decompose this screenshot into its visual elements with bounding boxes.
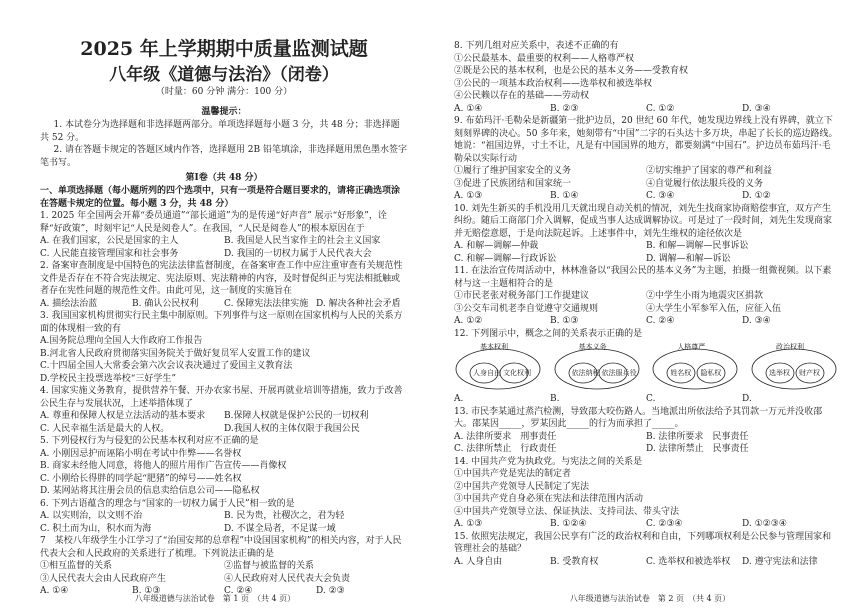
option-list bbox=[40, 235, 408, 260]
answer-choice: D. ③④ bbox=[742, 316, 771, 326]
diagram-outer-label: 人格尊严 bbox=[677, 343, 706, 351]
exam-subtitle: 八年级《道德与法治》（闭卷） bbox=[109, 65, 339, 85]
question bbox=[40, 498, 408, 536]
option-item: C. 选举权和被选举权 bbox=[646, 556, 731, 567]
question bbox=[454, 328, 838, 406]
footer-left: 八年级道德与法治试卷 第 1 页 （共 4 页） bbox=[134, 594, 296, 603]
option-item: ④公民赖以存在的基础——劳动权 bbox=[454, 91, 590, 101]
option-item: B.河北省人民政府贯彻落实国务院关于做好复员军人安置工作的建议 bbox=[40, 348, 311, 359]
option-item: ①公民最基本、最重要的权利——人格尊严权 bbox=[454, 53, 635, 64]
option-item: D. 遵守宪法和法律 bbox=[742, 556, 818, 567]
answer-choice: A. ①③ bbox=[454, 519, 483, 529]
option-item: A.国务院总理向全国人大作政府工作报告 bbox=[40, 336, 203, 346]
answer-choice: B. ②③ bbox=[550, 103, 579, 114]
answer-choice: D. ②③ bbox=[316, 586, 345, 596]
answer-choice: A. ①③ bbox=[454, 191, 483, 201]
question-stem: 7 某校八年级学生小江学习了“治国安邦的总章程”中设国国家机构”的相关内容，对于人民代表大会和人民政府的关系进行了梳理。下列说法正确的是 bbox=[40, 536, 402, 559]
option-item: D. 某网站将其注册会员的信息卖给信息公司——隐私权 bbox=[40, 486, 260, 496]
option-item: ①中国共产党是宪法的制定者 bbox=[454, 469, 572, 479]
question bbox=[454, 456, 838, 531]
option-item: C. 和解—调解—行政诉讼 bbox=[454, 253, 557, 264]
option-item: ②切实维护了国家的尊严和利益 bbox=[646, 166, 773, 176]
option-list bbox=[454, 165, 838, 190]
option-item: ③公民的一项基本政治权利——选举权和被选举权 bbox=[454, 78, 653, 89]
option-list bbox=[40, 410, 408, 435]
option-item: ④大学生小军参军入伍，应征入伍 bbox=[646, 303, 782, 314]
page-right bbox=[440, 0, 860, 608]
option-item: B. 和解—调解—民事诉讼 bbox=[646, 241, 749, 251]
answer-choices bbox=[454, 393, 838, 406]
option-list bbox=[454, 556, 838, 569]
question bbox=[454, 406, 838, 456]
answer-choice: A. ①④ bbox=[454, 103, 483, 114]
option-item: B.保障人权就是保护公民的一切权利 bbox=[224, 411, 369, 421]
diagram-inner-label: 依法纳税 bbox=[571, 369, 600, 377]
option-item: ③公交车司机老李自觉遵守交通规则 bbox=[454, 303, 599, 314]
question bbox=[454, 265, 838, 328]
answer-choice: B. bbox=[550, 394, 560, 404]
option-list bbox=[40, 560, 408, 585]
option-item: B. 受教育权 bbox=[550, 556, 599, 567]
option-item: ③中国共产党自身必须在宪法和法律范围内活动 bbox=[454, 494, 644, 504]
option-list bbox=[454, 53, 838, 103]
option-item: C. 人民幸福生活是最大的人权。 bbox=[40, 423, 170, 434]
option-item: B. 我国是人民当家作主的社会主义国家 bbox=[224, 236, 381, 246]
option-item: D. 法律所禁止 民事责任 bbox=[646, 444, 749, 454]
tip-title: 温馨提示： bbox=[201, 107, 247, 117]
option-list bbox=[40, 298, 408, 311]
diagram-d bbox=[750, 343, 838, 391]
diagram-inner-label: 姓名权 bbox=[670, 369, 692, 377]
option-item: ①相互监督的关系 bbox=[40, 561, 113, 571]
option-item: D. 我国的一切权力属于人民代表大会 bbox=[224, 248, 372, 259]
option-item: D. 解决各种社会矛盾 bbox=[316, 298, 401, 309]
answer-choice: A. ①④ bbox=[40, 586, 69, 596]
footer-right: 八年级道德与法治试卷 第 2 页 （共 4 页） bbox=[569, 594, 731, 603]
question-list-right bbox=[454, 40, 838, 568]
diagram-outer-label: 政治权利 bbox=[775, 343, 804, 351]
diagram-b bbox=[553, 343, 641, 391]
option-item: A. 法律所要求 刑事责任 bbox=[454, 431, 557, 442]
answer-choices bbox=[454, 103, 838, 116]
answer-choice: D. ①② bbox=[742, 191, 771, 201]
question bbox=[454, 40, 838, 115]
answer-choice: A. ①② bbox=[454, 316, 483, 326]
option-item: C. 人民能直接管理国家和社会事务 bbox=[40, 248, 179, 259]
answer-choice: B. ①②④ bbox=[550, 519, 587, 529]
answer-choice: D. bbox=[742, 394, 752, 404]
option-item: ①履行了维护国家安全的义务 bbox=[454, 166, 572, 176]
option-item: A. 以实则治，以文则不治 bbox=[40, 511, 143, 521]
option-list bbox=[454, 290, 838, 315]
option-item: C. 法律所禁止 行政责任 bbox=[454, 444, 557, 454]
question-stem: 15. 依照宪法规定，我国公民享有广泛的政治权利和自由，下列哪项权利是公民参与管理国家和管理社会的基础？ bbox=[454, 531, 832, 554]
option-item: ④中国共产党领导立法、保证执法、支持司法、带头守法 bbox=[454, 506, 680, 517]
diagram-outer-label: 基本义务 bbox=[578, 343, 607, 351]
option-item: B. 确认公民权利 bbox=[132, 298, 199, 309]
option-item: A. 在我们国家，公民是国家的主人 bbox=[40, 236, 179, 246]
question-stem: 5. 下列侵权行为与侵犯的公民基本权利对应不正确的是 bbox=[40, 436, 259, 446]
option-list bbox=[40, 448, 408, 498]
question bbox=[454, 115, 838, 203]
question-stem: 6. 下列古语蕴含的理念与“国家的一切权力属于人民”相一致的是 bbox=[40, 498, 295, 509]
option-item: A. 和解—调解—仲裁 bbox=[454, 241, 539, 251]
answer-choice: C. ②④ bbox=[646, 316, 675, 326]
question bbox=[454, 531, 838, 569]
question bbox=[40, 535, 408, 598]
option-item: ④自觉履行依法服兵役的义务 bbox=[646, 178, 764, 189]
diagram-inner-label: 依法服兵役 bbox=[601, 369, 637, 377]
option-item: ④人民政府对人民代表大会负责 bbox=[224, 573, 351, 584]
answer-choice: C. ①② bbox=[646, 103, 675, 114]
answer-choice: B. ①③ bbox=[132, 586, 161, 596]
option-item: B. 商家未经他人同意，将他人的照片用作广告宣传——肖像权 bbox=[40, 461, 287, 471]
answer-choices bbox=[454, 518, 838, 531]
answer-choices bbox=[454, 315, 838, 328]
question-stem: 9. 布茹玛汗·毛勒朵是新疆第一批护边员，20 世纪 60 年代，她发现边界线上没有界碑，就立下刻刻界碑的决心。50 多年来，她刻带有“中国”二字的石头达十多万块，串起了长长的巡边路线。她说：“祖国边界，寸土不让，凡是有中国国界的地方，都要刻满“中国石”。护边员布茹玛汗·毛勒朵以实际行动 bbox=[454, 116, 838, 164]
question bbox=[40, 435, 408, 498]
option-item: C.十四届全国人大常委会第六次会议表决通过了爱国主义教育法 bbox=[40, 361, 293, 371]
option-list bbox=[40, 335, 408, 385]
answer-choice: C. ②④ bbox=[224, 586, 253, 596]
tip-1: 1. 本试卷分为选择题和非选择题两部分。单项选择题每小题 3 分，共 48 分；非选择题共 52 分。 bbox=[40, 120, 400, 143]
question bbox=[40, 310, 408, 385]
question-stem: 12. 下列图示中，概念之间的关系表示正确的是 bbox=[454, 328, 643, 339]
option-list bbox=[454, 468, 838, 518]
option-item: C. 积土而为山，积水而为海 bbox=[40, 523, 152, 534]
option-list bbox=[40, 510, 408, 535]
answer-choice: D. ③④ bbox=[742, 103, 771, 114]
concept-diagrams bbox=[454, 343, 838, 391]
tip-2: 2. 请在答题卡规定的答题区域内作答，选择题用 2B 铅笔填涂，非选择题用黑色墨水签字笔书写。 bbox=[40, 145, 408, 168]
answer-choice: B. ①③ bbox=[550, 316, 579, 326]
option-item: ②监督与被监督的关系 bbox=[224, 561, 315, 571]
option-item: A. 小刚因忌护而诬陷小明在考试中作弊——名誉权 bbox=[40, 448, 242, 459]
option-item: D.学校民主投票选举校“三好学生” bbox=[40, 373, 176, 384]
option-list bbox=[454, 431, 838, 456]
question-stem: 1. 2025 年全国两会开幕“委员通道”“部长通道”为的是传递“好声音” 展示“好形象”，诠释“好政策”，时刻牢记“人民是阅卷人”。在我国，“人民是阅卷人”的根本原因在于 bbox=[40, 211, 387, 234]
diagram-inner-label: 隐私权 bbox=[700, 369, 722, 377]
exam-title: 2025 年上学期期中质量监测试题 bbox=[80, 38, 368, 60]
option-item: A. 人身自由 bbox=[454, 556, 503, 567]
answer-choice: C. ③④ bbox=[646, 191, 675, 201]
section-title: 第Ⅰ卷（共 48 分） bbox=[185, 173, 263, 183]
option-item: B. 法律所要求 民事责任 bbox=[646, 431, 749, 442]
option-item: ①市民老张对税务部门工作提建议 bbox=[454, 291, 590, 301]
option-item: ③促进了民族团结和国家统一 bbox=[454, 178, 572, 189]
question-stem: 11. 在法治宣传周活动中，林林准备以“我国公民的基本义务”为主题，拍摄一组微视频。以下素材与这一主题相符合的是 bbox=[454, 266, 832, 289]
question bbox=[40, 210, 408, 260]
option-item: ②中国共产党领导人民制定了宪法 bbox=[454, 481, 590, 492]
option-item: D.我国人权的主体仅限于我国公民 bbox=[224, 423, 360, 434]
answer-choice: C. ②③④ bbox=[646, 519, 683, 529]
time-score: （时量：60 分钟 满分：100 分） bbox=[155, 87, 293, 97]
option-item: A. 尊重和保障人权是立法活动的基本要求 bbox=[40, 411, 206, 421]
option-item: B. 民为贵，社稷次之，君为轻 bbox=[224, 511, 345, 521]
option-list bbox=[454, 240, 838, 265]
part-title: 一、单项选择题（每小题所列的四个选项中，只有一项是符合题目要求的，请将正确选项涂在答题卡规定的位置。每小题 3 分，共 48 分） bbox=[40, 186, 401, 209]
option-item: D. 不谋全局者，不足谋一域 bbox=[224, 523, 336, 534]
question-stem: 3. 我国国家机构贯彻实行民主集中制原则。下列事件与这一原则在国家机构与人民的关系方面的体现相一致的有 bbox=[40, 311, 403, 334]
question bbox=[40, 260, 408, 310]
diagram-outer-label: 基本权利 bbox=[480, 343, 508, 351]
answer-choices bbox=[454, 190, 838, 203]
diagram-a bbox=[454, 343, 542, 391]
question-stem: 13. 市民李某通过蒸汽检测，导致邵大咬伤路人。当地派出所依法给予其罚款一万元并没收邵大。邵某因_____，罗某因此_____的行为而承担了_____。 bbox=[454, 406, 823, 429]
question-stem: 14. 中国共产党为执政党。与宪法之间的关系是 bbox=[454, 456, 643, 467]
option-item: A. 描绘法治蓝 bbox=[40, 298, 98, 309]
answer-choice: A. bbox=[454, 394, 464, 404]
question-stem: 4. 国家实施义务教育，提供营养午餐、开办农家书屋、开展再就业培训等措施，致力于改善公民生存与发展状况，上述举措体现了 bbox=[40, 386, 403, 409]
question bbox=[40, 385, 408, 435]
diagram-inner-label: 选举权 bbox=[768, 369, 790, 377]
option-item: D. 调解—和解—诉讼 bbox=[646, 253, 731, 264]
question bbox=[454, 203, 838, 266]
question-list-left bbox=[40, 210, 408, 598]
diagram-c bbox=[651, 343, 739, 391]
answer-choice: D. ①②③④ bbox=[742, 519, 787, 529]
option-item: C. 小刚给长得胖的同学起“肥猪”的绰号——姓名权 bbox=[40, 473, 242, 484]
answer-choice: C. bbox=[646, 394, 656, 404]
diagram-inner-label: 人身自由 bbox=[473, 369, 501, 377]
question-stem: 8. 下列几组对应关系中，表述不正确的有 bbox=[454, 41, 619, 51]
question-stem: 2. 备案审查制度是中国特色的宪法法律监督制度，在备案审查工作中应注重审查有关规范性文件是否存在不符合宪法规定、宪法原则、宪法精神的内容，及时督促纠正与宪法相抵触或者存在宪性问题的规范性文件。由此可见，这一制度的实施旨在 bbox=[40, 261, 403, 296]
diagram-inner-label: 财产权 bbox=[798, 369, 820, 377]
option-item: ②中学生小雨为地震灾区捐款 bbox=[646, 291, 764, 301]
answer-choice: B. ①④ bbox=[550, 191, 579, 201]
option-item: C. 保障宪法法律实施 bbox=[224, 298, 309, 309]
option-item: ②既是公民的基本权利，也是公民的基本义务——受教育权 bbox=[454, 66, 689, 76]
question-stem: 10. 刘先生新买的手机没用几天就出现自动关机的情况，刘先生找商家协商赔偿事宜，双方产生纠纷。随后工商部门介入调解，促成当事人达成调解协议。可是过了一段时间，刘先生发现商家并无赔偿意愿，于是向法院起诉。上述事件中，刘先生维权的途径依次是 bbox=[454, 203, 833, 239]
diagram-inner-label: 文化权利 bbox=[503, 369, 531, 377]
option-item: ③人民代表大会由人民政府产生 bbox=[40, 573, 167, 584]
